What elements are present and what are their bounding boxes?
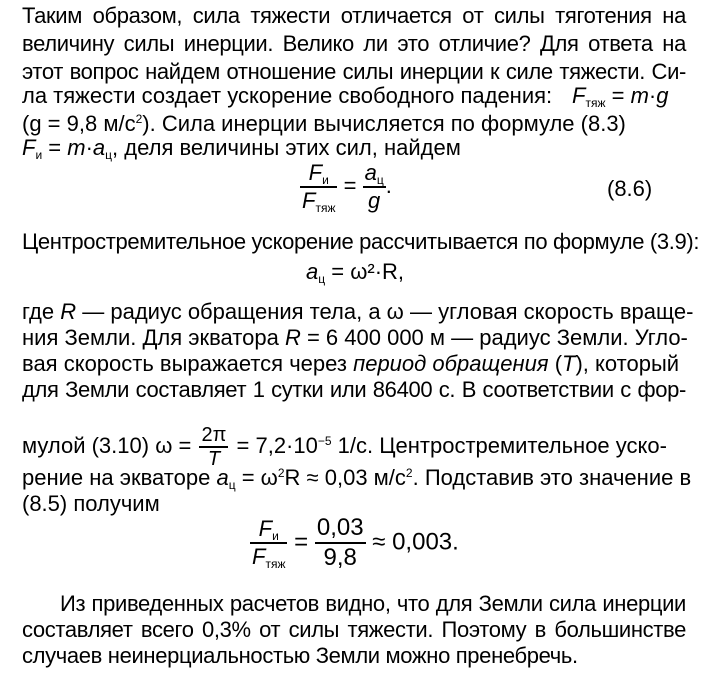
text-line-10: вая скорость выражается через период обращения (T), который: [22, 351, 680, 376]
text-line-8: где R — радиус обращения тела, а ω — угловая скорость враще-: [22, 299, 694, 324]
text-line-7: Центростремительное ускорение рассчитывается по формуле (3.9):: [22, 229, 700, 254]
text-line-13: рение на экваторе $a_ц = \omega^2R \approx 0,03$ $м/с^2$. Подставив это значение в: [22, 465, 692, 492]
text-line-17: случаев неинерциальностью Земли можно пренебречь.: [22, 643, 578, 668]
text-line-1: Таким образом, сила тяжести отличается от силы тяготения на: [22, 3, 686, 28]
text-line-9: ния Земли. Для экватора R = 6 400 000 м — радиус Земли. Угло-: [22, 325, 688, 350]
equation-8-6: $\frac{F_и}{F_{тяж}}$ = $\frac{a_ц}{g}$ .: [302, 160, 392, 215]
text-line-15: Из приведенных расчетов видно, что для Земли сила инерции: [60, 591, 686, 616]
text-line-12: мулой (3.10) ω = $\frac{2\pi}{T}$ = $7,2\cdot 10^{-5}$ 1/с. Центростремительное уско-: [22, 424, 667, 470]
text-line-16: составляет всего 0,3% от силы тяжести. Поэтому в большинстве: [22, 617, 686, 642]
text-line-14: (8.5) получим: [22, 491, 160, 516]
equation-centripetal: $a_ц = \omega^2\cdot R$,: [306, 259, 405, 286]
text-line-2: величину силы инерции. Велико ли это отличие? Для ответа на: [22, 31, 686, 56]
equation-result: $\frac{F_и}{F_{тяж}}$ = $\frac{0,03}{9,8}$ ≈ 0,003.: [252, 514, 459, 571]
equation-number: (8.6): [607, 176, 653, 201]
text-line-4: ла тяжести создает ускорение свободного падения: $F_{тяж} = m\cdot g$: [22, 83, 669, 110]
text-line-5: (g = 9,8 $м/с^2$). Сила инерции вычисляется по формуле (8.3): [22, 111, 626, 136]
text-line-11: для Земли составляет 1 сутки или 86400 с. В соответствии с фор-: [22, 377, 686, 402]
text-line-6: $F_и = m\cdot a_ц$, деля величины этих сил, найдем: [22, 135, 461, 162]
text-line-3: этот вопрос найдем отношение силы инерции к силе тяжести. Си-: [22, 59, 686, 84]
